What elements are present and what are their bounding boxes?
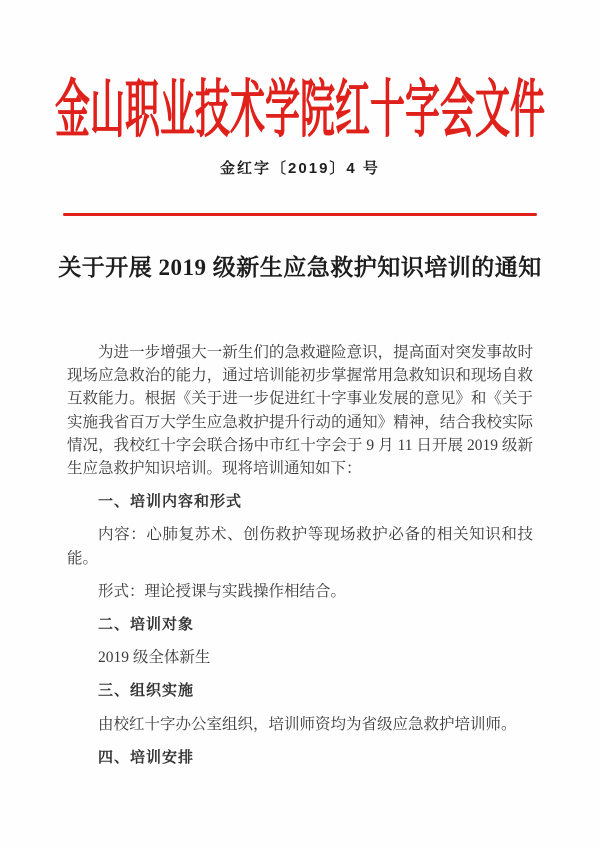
section-3-content-line: 由校红十字办公室组织，培训师资均为省级应急救护培训师。 [98,715,517,733]
section-1-heading: 一、培训内容和形式 [98,493,243,511]
section-2-heading: 二、培训对象 [98,616,195,634]
section-4-heading: 四、培训安排 [98,748,195,766]
intro-paragraph: 为进一步增强大一新生们的急救避险意识，提高面对突发事故时现场应急救治的能力，通过培训能初步掌握常用急救知识和现场自救互救能力。根据《关于进一步促进红十字事业发展的意见》和《关于实施我省百万大学生应急救护提升行动的通知》精神，结合我校实际情况，我校红十字会联合扬中市红十字会于 9 月 11 日开展 2019 级新生应急救护知识培训。现将培训通知如下： [67,344,533,478]
letterhead-title: 金山职业技术学院红十字会文件 [54,75,545,146]
document-body [67,341,533,769]
letterhead [0,58,600,154]
section-1-format-line: 形式：理论授课与实践操作相结合。 [98,582,347,600]
section-1-content-line: 内容：心肺复苏术、创伤救护等现场救护必备的相关知识和技能。 [67,526,533,567]
section-3-heading: 三、组织实施 [98,682,195,700]
document-number: 金红字〔2019〕4 号 [220,160,380,177]
document-title: 关于开展 2019 级新生应急救护知识培训的通知 [58,255,542,280]
section-2-content-line: 2019 级全体新生 [98,649,211,667]
separator-line [63,213,537,216]
